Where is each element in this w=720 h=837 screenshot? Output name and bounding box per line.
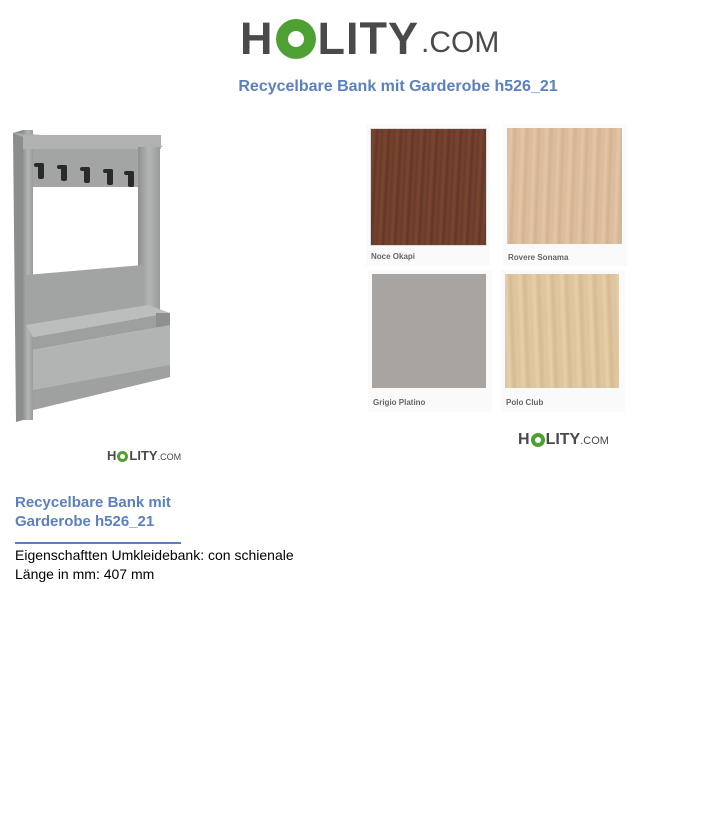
product-image xyxy=(8,125,178,425)
logo-o-icon xyxy=(531,433,545,447)
logo-o-icon xyxy=(276,19,316,59)
product-heading: Recycelbare Bank mit Garderobe h526_21 xyxy=(15,494,171,530)
heading-divider xyxy=(15,542,181,544)
logo-o-icon xyxy=(117,451,128,462)
spec-line: Eigenschaftten Umkleidebank: con schienale xyxy=(15,547,294,563)
product-image-logo xyxy=(107,447,181,465)
swatch-label: Polo Club xyxy=(506,398,544,407)
spec-label: Länge in mm xyxy=(15,566,96,582)
logo-domain: .COM xyxy=(580,435,609,447)
swatch-polo-club xyxy=(501,270,625,412)
swatch-image-logo xyxy=(518,431,609,449)
spec-line: Länge in mm: 407 mm xyxy=(15,566,155,582)
swatch-tile xyxy=(372,274,486,388)
swatch-rovere-sonama xyxy=(503,124,627,266)
holity-logo[interactable] xyxy=(240,14,499,64)
spec-value: con schienale xyxy=(208,547,294,563)
swatch-tile xyxy=(507,128,622,244)
spec-value: 407 mm xyxy=(103,566,155,582)
logo-prefix: H xyxy=(107,448,117,463)
logo-suffix: LITY xyxy=(317,13,419,64)
swatch-label: Noce Okapi xyxy=(371,252,416,261)
spec-label: Eigenschaftten Umkleidebank xyxy=(15,547,201,563)
swatch-label: Grigio Platino xyxy=(373,398,426,407)
logo-prefix: H xyxy=(518,431,530,448)
swatch-tile xyxy=(505,274,619,388)
logo-domain: .COM xyxy=(421,26,500,59)
swatch-noce-okapi xyxy=(366,124,490,266)
logo-suffix: LITY xyxy=(545,431,581,448)
swatch-grigio-platino xyxy=(368,270,492,412)
swatch-label: Rovere Sonama xyxy=(508,253,569,262)
logo-prefix: H xyxy=(240,13,274,64)
swatch-tile xyxy=(370,128,487,246)
logo-domain: .COM xyxy=(157,452,182,462)
page-title: Recycelbare Bank mit Garderobe h526_21 xyxy=(238,78,558,95)
logo-suffix: LITY xyxy=(129,448,158,463)
